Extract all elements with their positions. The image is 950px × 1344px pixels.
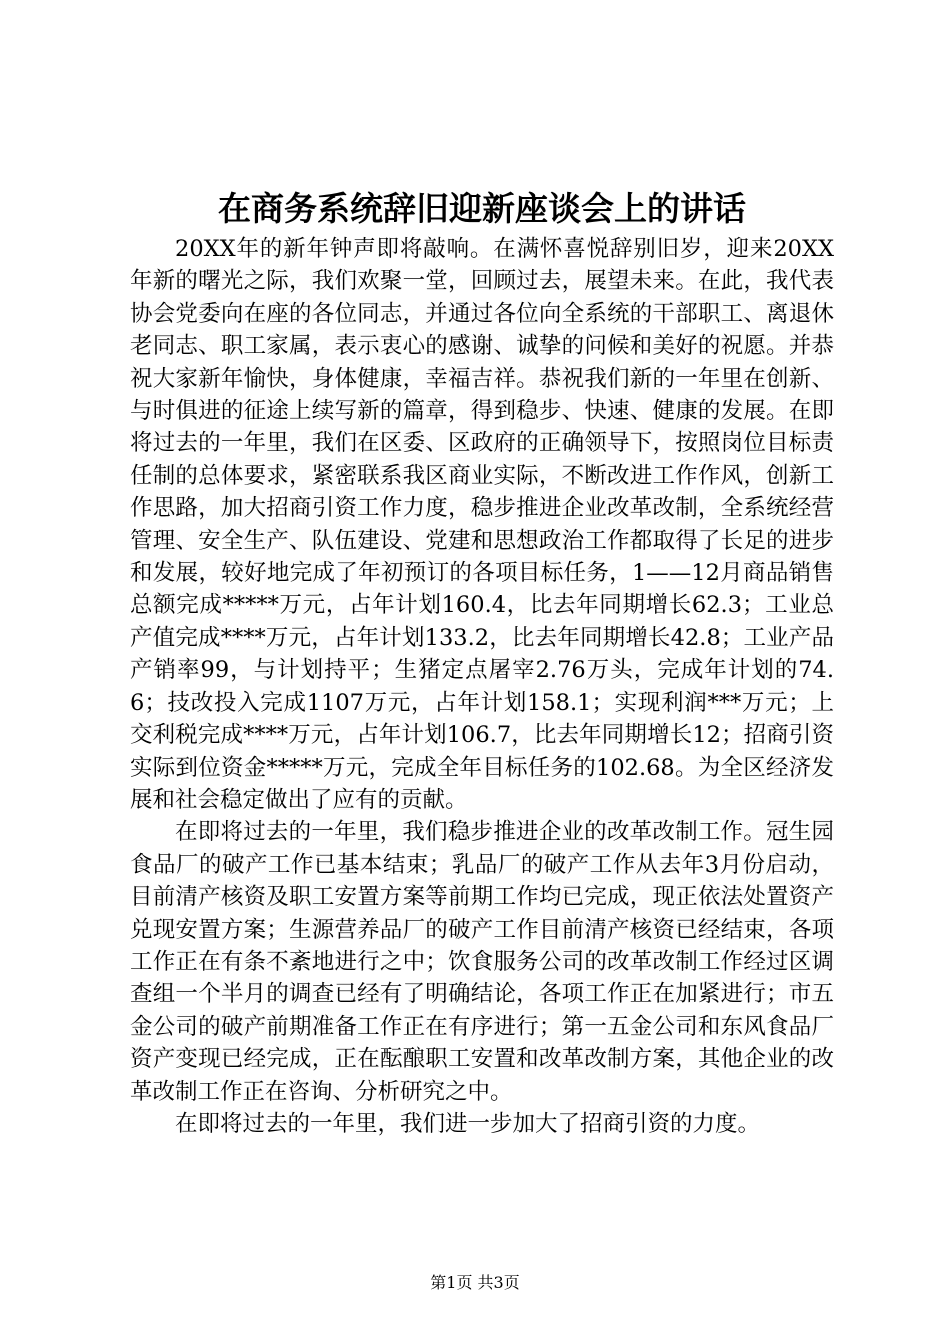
paragraph-2: 在即将过去的一年里，我们稳步推进企业的改革改制工作。冠生园食品厂的破产工作已基本结束；乳品厂的破产工作从去年3月份启动，目前清产核资及职工安置方案等前期工作均已完成，现正依法处置资产兑现安置方案；生源营养品厂的破产工作目前清产核资已经结束，各项工作正在有条不紊地进行之中；饮食服务公司的改革改制工作经过区调查组一个半月的调查已经有了明确结论，各项工作正在加紧进行；市五金公司的破产前期准备工作正在有序进行；第一五金公司和东风食品厂资产变现已经完成，正在酝酿职工安置和改革改制方案，其他企业的改革改制工作正在咨询、分析研究之中。 xyxy=(130,819,834,1105)
document-page xyxy=(130,185,834,1140)
paragraph-1: 20XX年的新年钟声即将敲响。在满怀喜悦辞别旧岁，迎来20XX年新的曙光之际，我们欢聚一堂，回顾过去，展望未来。在此，我代表协会党委向在座的各位同志，并通过各位向全系统的干部职工、离退休老同志、职工家属，表示衷心的感谢、诚挚的问候和美好的祝愿。并恭祝大家新年愉快，身体健康，幸福吉祥。恭祝我们新的一年里在创新、与时俱进的征途上续写新的篇章，得到稳步、快速、健康的发展。在即将过去的一年里，我们在区委、区政府的正确领导下，按照岗位目标责任制的总体要求，紧密联系我区商业实际，不断改进工作作风，创新工作思路，加大招商引资工作力度，稳步推进企业改革改制，全系统经营管理、安全生产、队伍建设、党建和思想政治工作都取得了长足的进步和发展，较好地完成了年初预订的各项目标任务，1——12月商品销售总额完成*****万元，占年计划160.4，比去年同期增长62.3；工业总产值完成****万元，占年计划133.2，比去年同期增长42.8；工业产品产销率99，与计划持平；生猪定点屠宰2.76万头，完成年计划的74.6；技改投入完成1107万元，占年计划158.1；实现利润***万元；上交利税完成****万元，占年计划106.7，比去年同期增长12；招商引资实际到位资金*****万元，完成全年目标任务的102.68。为全区经济发展和社会稳定做出了应有的贡献。 xyxy=(130,236,834,813)
paragraph-3: 在即将过去的一年里，我们进一步加大了招商引资的力度。 xyxy=(175,1110,761,1137)
document-title: 在商务系统辞旧迎新座谈会上的讲话 xyxy=(218,189,746,228)
page-number-footer: 第1页 共3页 xyxy=(430,1273,520,1292)
